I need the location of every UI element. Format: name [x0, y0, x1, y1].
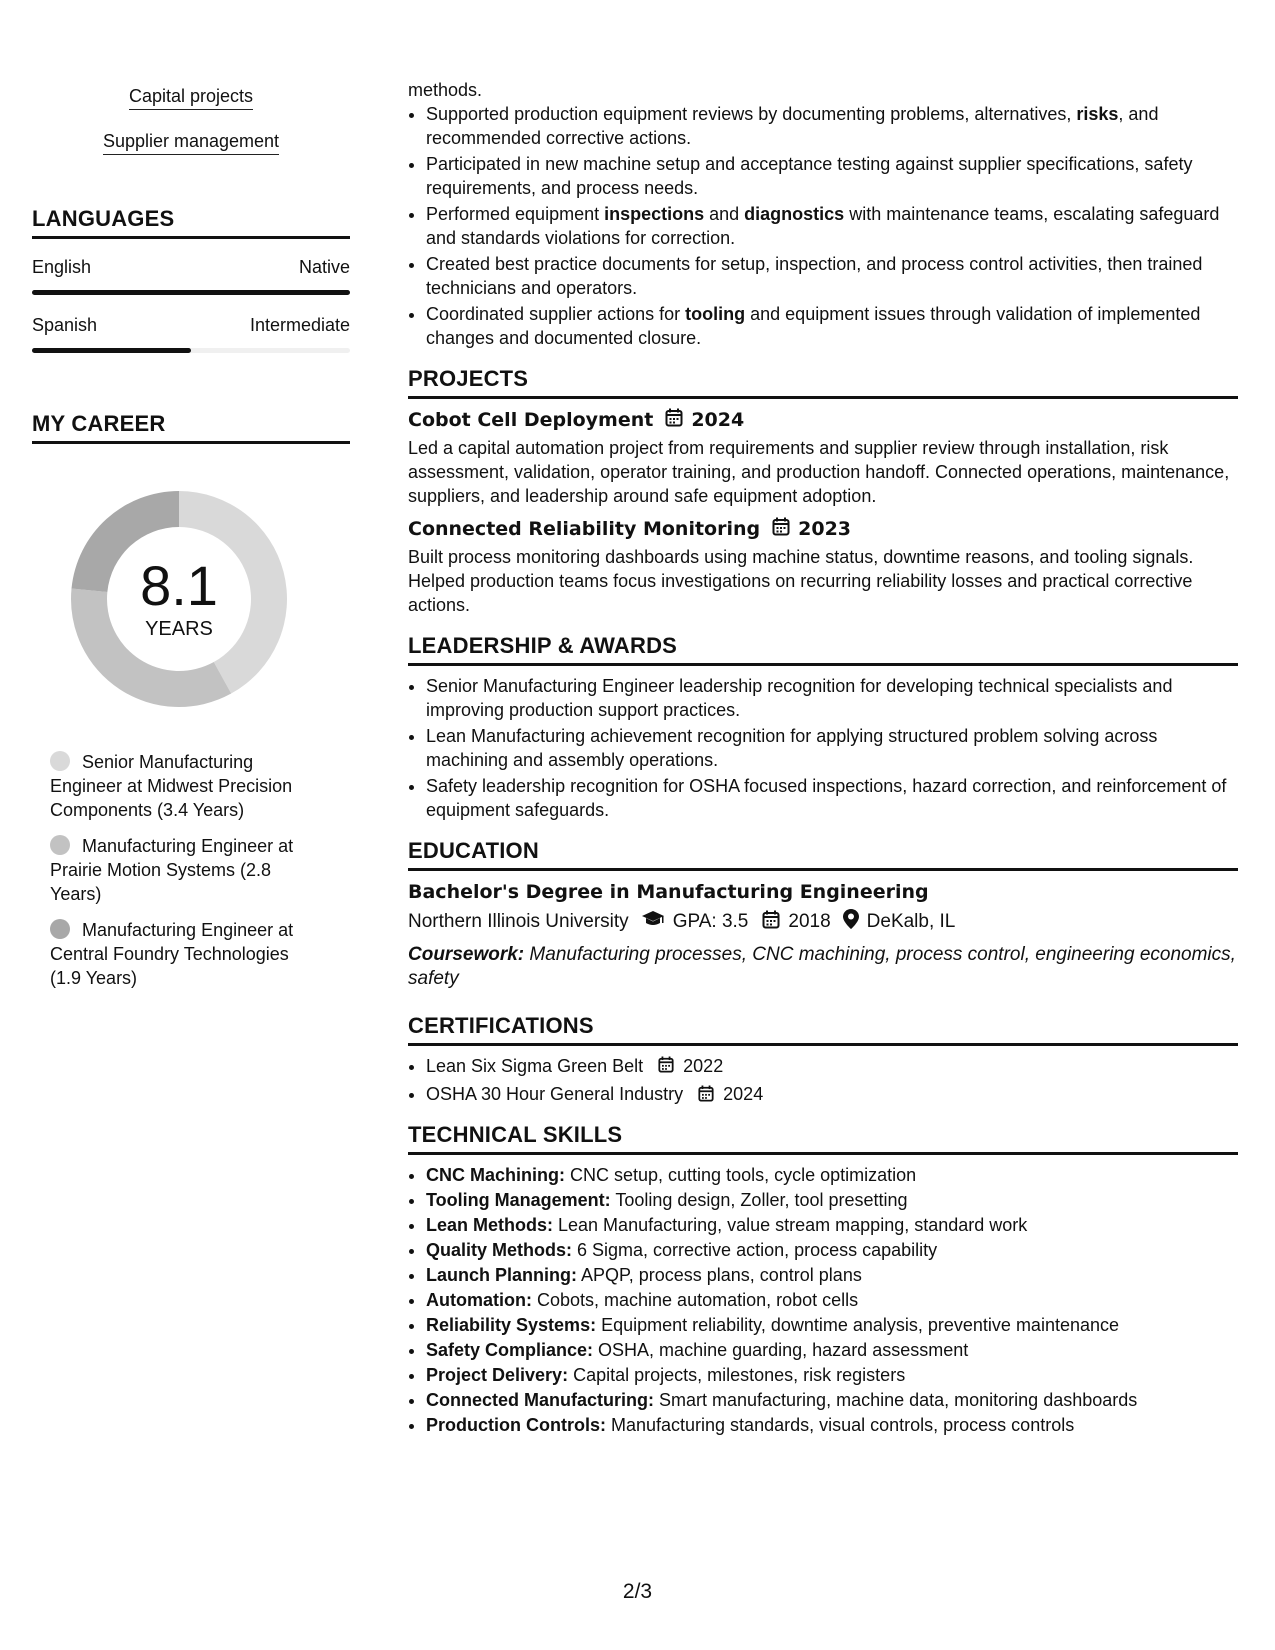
bullet-text: with maintenance teams, escalating safeguard and standards violations for correction. [426, 204, 1220, 248]
tag-list [32, 80, 350, 170]
skill-values: Cobots, machine automation, robot cells [531, 1289, 859, 1310]
project-item [408, 408, 1238, 508]
experience-lead: methods. [408, 80, 483, 100]
skill-item [426, 1313, 1238, 1337]
project-name: Cobot Cell Deployment [408, 409, 654, 431]
legend-dot [50, 751, 70, 771]
experience-bullet [426, 252, 1238, 300]
bold-term: diagnostics [744, 204, 845, 224]
skill-category: Safety Compliance: [426, 1339, 594, 1360]
legend-dot [50, 919, 70, 939]
career-donut-chart [64, 484, 294, 714]
certification-year: 2022 [683, 1056, 724, 1076]
skill-values: OSHA, machine guarding, hazard assessment [593, 1339, 969, 1360]
language-item [32, 315, 350, 353]
skill-category: Quality Methods: [426, 1239, 573, 1260]
bold-term: tooling [685, 304, 746, 324]
experience-bullets [408, 102, 1238, 350]
sidebar [32, 80, 350, 1002]
certification-year: 2024 [723, 1084, 764, 1105]
leadership-item: • Senior Manufacturing Engineer leadership recognition for developing technical specialists and improving production support practices. [426, 674, 1238, 722]
education-title: EDUCATION [408, 838, 1238, 871]
leadership-title: LEADERSHIP & AWARDS [408, 633, 1238, 666]
education-degree: Bachelor's Degree in Manufacturing Engineering [408, 881, 929, 903]
skill-item [426, 1338, 1238, 1362]
bold-term: risks [1076, 104, 1119, 124]
skill-category: Project Delivery: [426, 1364, 569, 1385]
skill-values: Tooling design, Zoller, tool presetting [610, 1189, 908, 1210]
main-content [408, 78, 1238, 1438]
skill-item [426, 1238, 1238, 1262]
calendar-icon [772, 517, 790, 541]
leadership-item: • Safety leadership recognition for OSHA focused inspections, hazard correction, and reinforcement of equipment safeguards. [426, 774, 1238, 822]
leadership-list [408, 674, 1238, 822]
calendar-icon [658, 1055, 674, 1079]
bullet-text: and equipment issues through validation of implemented changes and documented closure. [426, 304, 1201, 348]
legend-item [50, 918, 320, 990]
education-details [408, 909, 1238, 935]
project-description: Built process monitoring dashboards using machine status, downtime reasons, and tooling signals. Helped production teams focus investigations on recurring reliability losses and practical corrective actions. [408, 547, 1194, 615]
skill-item [426, 1413, 1238, 1437]
languages-title: LANGUAGES [32, 206, 350, 239]
language-level-bar [32, 290, 350, 295]
calendar-icon [665, 408, 683, 432]
skill-item [426, 1363, 1238, 1387]
experience-bullet [426, 302, 1238, 350]
skill-values: Lean Manufacturing, value stream mapping, standard work [553, 1214, 1028, 1235]
skill-category: Lean Methods: [426, 1214, 554, 1235]
skill-category: Automation: [426, 1289, 532, 1310]
skill-values: APQP, process plans, control plans [577, 1264, 862, 1285]
skill-category: Launch Planning: [426, 1264, 577, 1285]
language-name: Spanish [32, 315, 98, 335]
skills-title: TECHNICAL SKILLS [408, 1122, 1238, 1155]
language-level-fill [32, 290, 350, 295]
career-legend [32, 750, 350, 990]
career-center [64, 484, 294, 714]
skill-item [426, 1288, 1238, 1312]
location-pin-icon [843, 909, 859, 935]
language-name: English [32, 257, 92, 277]
certifications-title: CERTIFICATIONS [408, 1013, 1238, 1046]
language-level: Intermediate [249, 315, 350, 335]
tag-supplier-management: Supplier management [103, 131, 279, 155]
education-gpa: GPA: 3.5 [672, 911, 749, 932]
education-year: 2018 [788, 911, 831, 932]
graduation-cap-icon [641, 910, 665, 934]
project-name: Connected Reliability Monitoring [408, 518, 761, 540]
certification-name: Lean Six Sigma Green Belt [426, 1056, 644, 1076]
certification-name: OSHA 30 Hour General Industry [426, 1084, 684, 1105]
skill-category: Tooling Management: [426, 1189, 611, 1210]
skill-item [426, 1163, 1238, 1187]
skill-values: Capital projects, milestones, risk registers [568, 1364, 906, 1385]
bold-term: inspections [604, 204, 705, 224]
skill-category: Production Controls: [426, 1414, 606, 1435]
language-item [32, 257, 350, 295]
skill-category: Connected Manufacturing: [426, 1389, 654, 1410]
language-list [32, 257, 350, 353]
language-level-bar [32, 348, 350, 353]
page-number: 2/3 [622, 1580, 653, 1603]
legend-label: Manufacturing Engineer at Prairie Motion Systems (2.8 Years) [50, 836, 294, 904]
coursework-text: Manufacturing processes, CNC machining, process control, engineering economics, safety [408, 944, 1236, 989]
language-level-fill [32, 348, 191, 353]
certifications-list [408, 1054, 1238, 1108]
coursework-label: Coursework: [408, 944, 525, 965]
career-unit: YEARS [145, 617, 213, 640]
calendar-icon [762, 910, 780, 935]
bullet-text: Created best practice documents for setup, inspection, and process control activities, then trained technicians and operators. [426, 254, 1203, 298]
projects-title: PROJECTS [408, 366, 1238, 399]
bullet-text: , and recommended corrective actions. [426, 104, 1159, 148]
career-total-years: 8.1 [140, 553, 218, 617]
experience-bullet [426, 102, 1238, 150]
tag-capital-projects: Capital projects [129, 86, 253, 110]
bullet-text: and [704, 204, 745, 224]
education-coursework [408, 943, 1238, 991]
skill-item [426, 1263, 1238, 1287]
certification-item [426, 1054, 1238, 1079]
education-school: Northern Illinois University [408, 911, 629, 932]
project-year: 2023 [798, 518, 852, 540]
skill-values: Equipment reliability, downtime analysis, preventive maintenance [596, 1314, 1120, 1335]
bullet-text: Participated in new machine setup and acceptance testing against supplier specifications, safety requirements, and process needs. [426, 154, 1193, 198]
legend-dot [50, 835, 70, 855]
legend-item [50, 834, 320, 906]
project-item [408, 517, 1238, 617]
skill-values: Smart manufacturing, machine data, monitoring dashboards [654, 1389, 1138, 1410]
skill-category: Reliability Systems: [426, 1314, 597, 1335]
bullet-text: Supported production equipment reviews by documenting problems, alternatives, [426, 104, 1077, 124]
bullet-text: Performed equipment [426, 204, 605, 224]
skills-list [408, 1163, 1238, 1437]
language-level: Native [298, 257, 350, 277]
skill-values: 6 Sigma, corrective action, process capability [572, 1239, 938, 1260]
certification-item [426, 1082, 1238, 1107]
skill-values: Manufacturing standards, visual controls, process controls [605, 1414, 1075, 1435]
skill-item [426, 1188, 1238, 1212]
skill-item [426, 1213, 1238, 1237]
experience-bullet [426, 152, 1238, 200]
skill-values: CNC setup, cutting tools, cycle optimization [565, 1164, 917, 1185]
leadership-item: • Lean Manufacturing achievement recognition for applying structured problem solving across machining and assembly operations. [426, 724, 1238, 772]
legend-label: Senior Manufacturing Engineer at Midwest Precision Components (3.4 Years) [50, 752, 293, 820]
project-description: Led a capital automation project from requirements and supplier review through installation, risk assessment, validation, operator training, and production handoff. Connected operations, maintenance, suppliers, and leadership around safe equipment adoption. [408, 438, 1230, 506]
legend-item [50, 750, 320, 822]
project-year: 2024 [691, 409, 745, 431]
skill-item [426, 1388, 1238, 1412]
education-location: DeKalb, IL [866, 911, 956, 932]
legend-label: Manufacturing Engineer at Central Foundry Technologies (1.9 Years) [50, 920, 294, 988]
calendar-icon [698, 1084, 714, 1108]
experience-bullet [426, 202, 1238, 250]
bullet-text: Coordinated supplier actions for [426, 304, 686, 324]
skill-category: CNC Machining: [426, 1164, 565, 1185]
career-title: MY CAREER [32, 411, 350, 444]
